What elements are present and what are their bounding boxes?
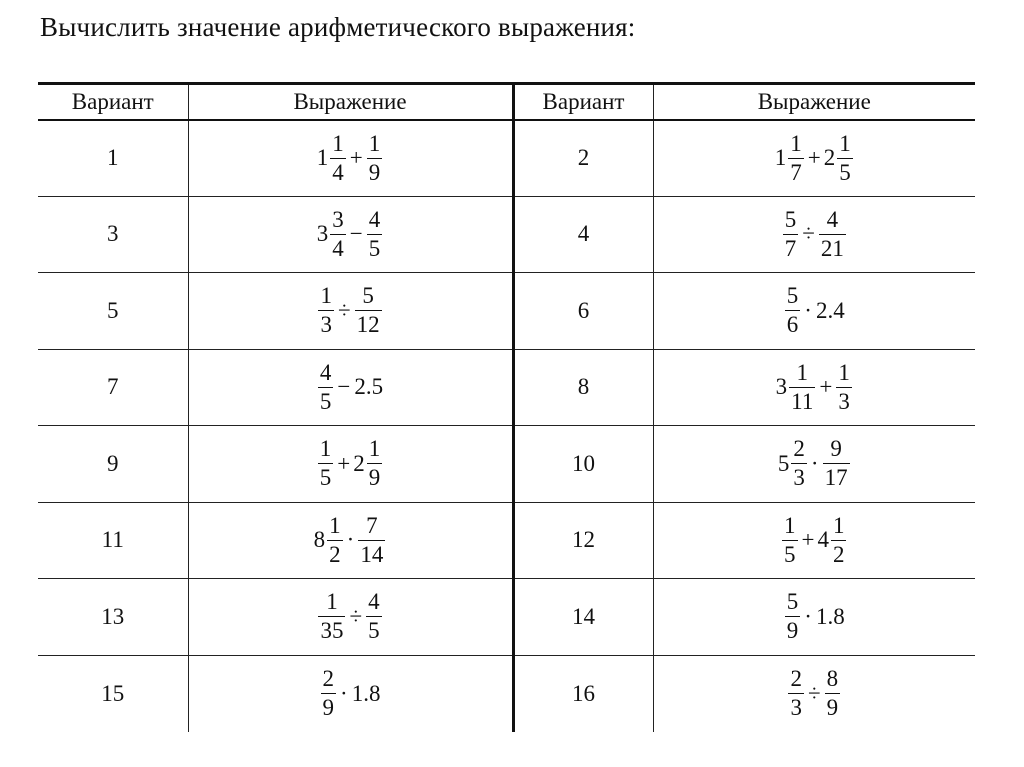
expression-cell (653, 120, 975, 197)
denominator: 5 (368, 618, 380, 644)
expression-cell (188, 502, 513, 579)
variant-number-cell: 7 (107, 374, 119, 400)
expression-cell (188, 579, 513, 656)
operator: + (819, 374, 833, 400)
fraction (831, 512, 847, 569)
fraction (318, 282, 334, 339)
fraction (367, 130, 383, 187)
variant-number-cell: 1 (107, 145, 119, 170)
numerator: 7 (366, 512, 378, 538)
expression-cell (653, 349, 975, 426)
numerator: 4 (319, 359, 332, 385)
numerator: 4 (826, 206, 839, 232)
fraction (782, 512, 798, 569)
table-row (38, 349, 975, 426)
variant-number-cell: 13 (101, 603, 125, 629)
fraction (358, 512, 385, 569)
numerator: 1 (368, 436, 381, 462)
denominator: 17 (824, 465, 848, 491)
math-expression (317, 588, 382, 645)
operator: + (337, 450, 351, 476)
denominator: 3 (793, 465, 805, 491)
variant-number-cell: 2 (513, 120, 653, 197)
expression-cell (653, 579, 975, 656)
math-expression (317, 435, 383, 492)
expression-cell (188, 273, 513, 350)
denominator: 9 (368, 465, 381, 491)
header-expression-right: Выражение (653, 84, 975, 120)
operator: + (801, 527, 815, 553)
denominator: 5 (368, 235, 381, 261)
numerator: 1 (329, 512, 341, 538)
math-expression (782, 206, 847, 263)
header-variant-left: Вариант (71, 88, 154, 114)
numerator: 1 (368, 130, 381, 156)
fraction (318, 359, 334, 416)
variant-number-cell: 5 (107, 297, 119, 323)
fraction (825, 665, 841, 722)
denominator: 3 (790, 695, 802, 720)
operator: ÷ (349, 603, 363, 629)
numerator: 4 (368, 589, 380, 615)
denominator: 5 (319, 465, 332, 491)
denominator: 6 (786, 312, 799, 338)
expression-cell (188, 196, 513, 273)
whole-part: 1 (774, 145, 787, 170)
denominator: 7 (790, 159, 802, 185)
whole-part: 1 (316, 145, 329, 170)
math-expression (314, 512, 387, 569)
variant-number-cell: 4 (513, 196, 653, 273)
denominator: 9 (786, 618, 799, 644)
denominator: 12 (356, 312, 380, 338)
expression-cell (188, 120, 513, 197)
operator: · (346, 527, 355, 553)
expression-cell (653, 502, 975, 579)
fraction (367, 206, 383, 263)
fraction (837, 130, 853, 187)
numerator: 4 (368, 206, 381, 232)
fraction (788, 130, 804, 187)
numerator: 1 (320, 283, 332, 309)
decimal-number: 2.5 (354, 374, 384, 400)
operator: + (807, 145, 821, 170)
denominator: 4 (332, 235, 344, 261)
decimal-number: 1.8 (351, 680, 381, 706)
denominator: 4 (332, 159, 344, 185)
numerator: 1 (832, 512, 845, 538)
operator: ÷ (337, 297, 351, 323)
numerator: 1 (784, 512, 796, 538)
denominator: 5 (784, 541, 796, 567)
operator: − (349, 221, 363, 247)
denominator: 2 (832, 541, 845, 567)
operator: · (804, 297, 812, 323)
fraction (788, 665, 804, 722)
variant-number-cell: 11 (101, 527, 124, 553)
decimal-number: 1.8 (815, 603, 845, 629)
fraction (327, 512, 343, 569)
numerator: 1 (790, 130, 802, 156)
operator: ÷ (807, 680, 821, 706)
math-expression (784, 588, 845, 645)
operator: · (340, 680, 348, 706)
denominator: 5 (319, 388, 332, 414)
variant-number-cell: 16 (513, 655, 653, 732)
denominator: 9 (368, 159, 381, 185)
numerator: 1 (326, 589, 338, 615)
denominator: 7 (784, 235, 797, 261)
math-expression (778, 435, 851, 492)
fraction (819, 206, 846, 263)
whole-part: 3 (775, 374, 788, 400)
math-expression (317, 282, 382, 339)
header-expression-left: Выражение (188, 84, 513, 120)
operator: ÷ (802, 221, 815, 247)
denominator: 3 (838, 388, 850, 414)
numerator: 1 (332, 130, 344, 156)
numerator: 1 (839, 130, 851, 156)
variant-number-cell: 14 (513, 579, 653, 656)
math-expression (317, 359, 383, 416)
math-expression (784, 282, 845, 339)
denominator: 3 (320, 312, 332, 338)
numerator: 5 (786, 589, 799, 615)
expression-cell (653, 426, 975, 503)
numerator: 5 (362, 283, 374, 309)
operator: · (804, 603, 812, 629)
variant-number-cell: 15 (101, 680, 125, 706)
fraction (823, 435, 850, 492)
whole-part: 5 (777, 450, 790, 476)
expression-cell (653, 273, 975, 350)
table-row (38, 655, 975, 732)
whole-part: 4 (817, 527, 829, 553)
whole-part: 2 (353, 450, 365, 476)
numerator: 8 (826, 666, 839, 691)
fraction (321, 665, 337, 722)
operator: · (810, 450, 819, 476)
expression-cell (188, 655, 513, 732)
fraction (355, 282, 382, 339)
numerator: 2 (322, 666, 335, 691)
fraction (791, 435, 807, 492)
variant-number-cell: 10 (513, 426, 653, 503)
numerator: 5 (786, 283, 799, 309)
table-body (38, 120, 975, 732)
variants-table (38, 82, 975, 732)
numerator: 1 (319, 436, 332, 462)
denominator: 14 (360, 541, 384, 567)
fraction (789, 359, 815, 416)
math-expression (781, 512, 847, 569)
numerator: 9 (830, 436, 842, 462)
fraction (366, 588, 382, 645)
numerator: 3 (332, 206, 344, 232)
math-expression (776, 359, 853, 416)
denominator: 35 (320, 618, 344, 644)
fraction (318, 588, 345, 645)
expression-cell (653, 196, 975, 273)
fraction (330, 130, 346, 187)
operator: + (349, 145, 363, 170)
fraction (836, 359, 852, 416)
operator: − (337, 374, 351, 400)
denominator: 11 (791, 388, 814, 414)
table-row (38, 120, 975, 197)
denominator: 2 (329, 541, 341, 567)
expression-cell (188, 349, 513, 426)
variant-number-cell: 9 (107, 450, 119, 476)
page-title: Вычислить значение арифметического выражения: (40, 12, 636, 42)
table-row (38, 579, 975, 656)
fraction (783, 206, 799, 263)
variant-number-cell: 12 (513, 502, 653, 579)
table-row (38, 426, 975, 503)
numerator: 2 (790, 666, 802, 691)
numerator: 1 (838, 359, 850, 385)
header-variant-right: Вариант (513, 84, 653, 120)
whole-part: 3 (316, 221, 329, 247)
numerator: 1 (796, 359, 808, 385)
denominator: 5 (839, 159, 851, 185)
expression-cell (188, 426, 513, 503)
table-row (38, 273, 975, 350)
math-expression (320, 665, 381, 722)
numerator: 2 (793, 436, 805, 462)
fraction (367, 435, 383, 492)
fraction (785, 282, 801, 339)
fraction (785, 588, 801, 645)
fraction (318, 435, 334, 492)
expression-cell (653, 655, 975, 732)
math-expression (787, 665, 841, 722)
math-expression (317, 130, 383, 187)
math-expression (317, 206, 383, 263)
table-row (38, 196, 975, 273)
math-expression (775, 130, 854, 187)
variant-number-cell: 3 (107, 221, 119, 247)
table-row (38, 502, 975, 579)
whole-part: 2 (823, 145, 836, 170)
variant-number-cell: 6 (513, 273, 653, 350)
whole-part: 8 (313, 527, 326, 553)
decimal-number: 2.4 (815, 297, 845, 323)
variant-number-cell: 8 (513, 349, 653, 426)
denominator: 21 (820, 235, 844, 261)
fraction (330, 206, 346, 263)
table-header-row (38, 84, 975, 120)
denominator: 9 (826, 695, 839, 720)
denominator: 9 (322, 695, 335, 720)
numerator: 5 (784, 206, 797, 232)
